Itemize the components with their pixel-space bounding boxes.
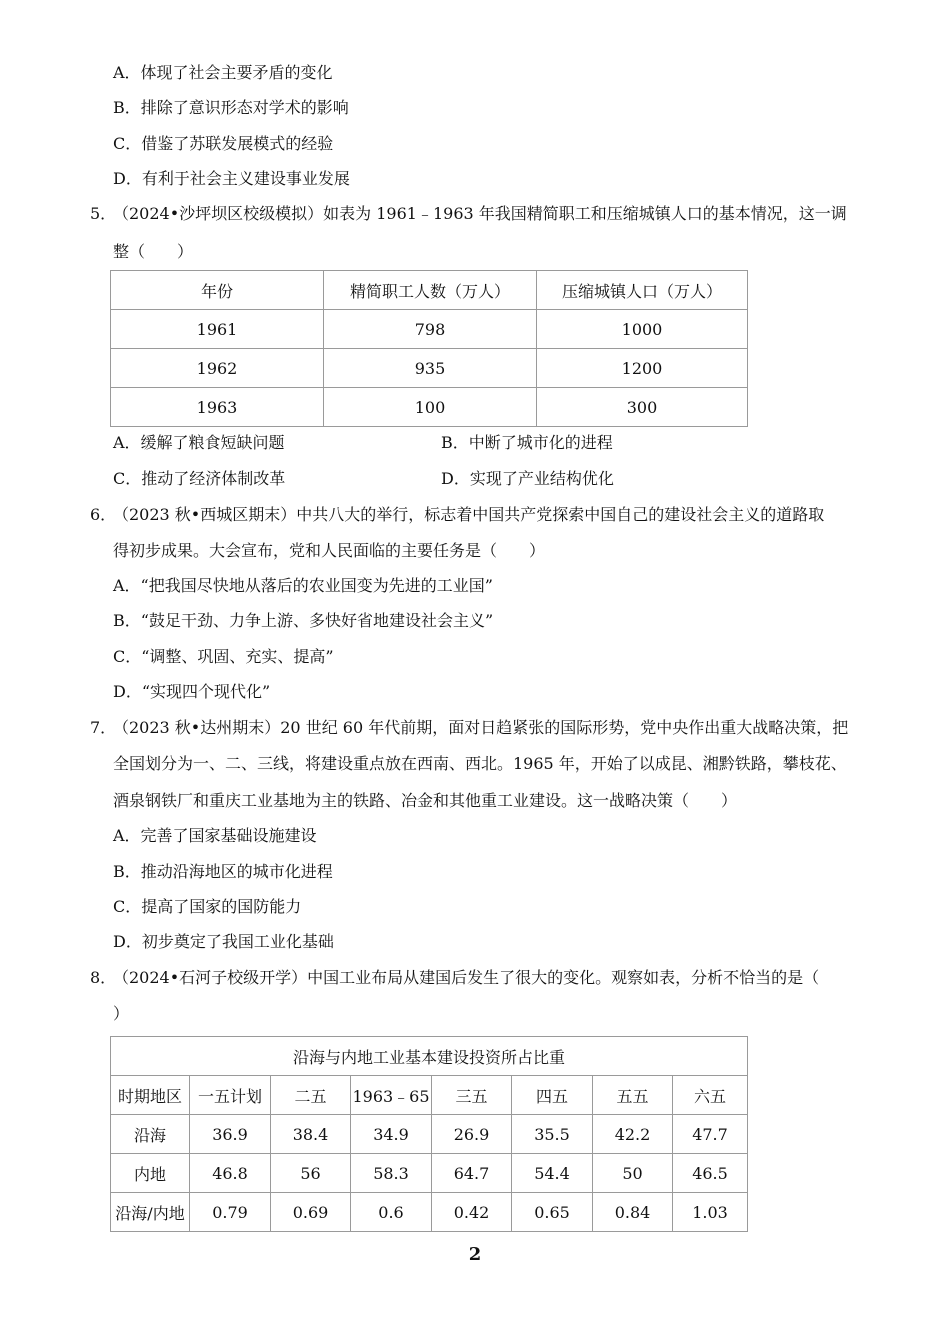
q4-option-c: C．借鉴了苏联发展模式的经验: [113, 134, 334, 153]
table-title: 沿海与内地工业基本建设投资所占比重: [111, 1037, 748, 1076]
table-header-cell: 五五: [593, 1076, 673, 1115]
table-cell: 沿海: [111, 1115, 190, 1154]
q4-option-a: A．体现了社会主要矛盾的变化: [113, 63, 333, 82]
table-cell: 26.9: [432, 1115, 512, 1154]
table-header-cell: 四五: [512, 1076, 593, 1115]
table-cell: 798: [324, 310, 537, 349]
table-header-cell: 精简职工人数（万人）: [324, 271, 537, 310]
q7-stem-line1: （2023 秋•达州期末）20 世纪 60 年代前期，面对日趋紧张的国际形势，党中央作出重大战略决策，把: [113, 718, 849, 737]
table-header-cell: 二五: [271, 1076, 351, 1115]
table-header-cell: 1963﹣65: [351, 1076, 432, 1115]
table-cell: 38.4: [271, 1115, 351, 1154]
table-cell: 64.7: [432, 1154, 512, 1193]
table-cell: 0.69: [271, 1193, 351, 1232]
table-header-cell: 时期地区: [111, 1076, 190, 1115]
q5-option-d: D．实现了产业结构优化: [441, 469, 614, 488]
q6-stem-line1: （2023 秋•西城区期末）中共八大的举行，标志着中国共产党探索中国自己的建设社会主义的道路取: [113, 505, 825, 524]
table-cell: 沿海/内地: [111, 1193, 190, 1232]
q6-option-d: D．“实现四个现代化”: [113, 682, 271, 701]
table-cell: 1962: [111, 349, 324, 388]
table-cell: 1.03: [673, 1193, 748, 1232]
table-header-cell: 年份: [111, 271, 324, 310]
table-title-row: [111, 1037, 748, 1076]
q5-option-a: A．缓解了粮食短缺问题: [113, 433, 285, 452]
q7-option-b: B．推动沿海地区的城市化进程: [113, 862, 333, 881]
q8-stem-line1: （2024•石河子校级开学）中国工业布局从建国后发生了很大的变化。观察如表，分析不恰当的是（: [113, 968, 820, 987]
table-cell: 42.2: [593, 1115, 673, 1154]
table-row: [111, 1115, 748, 1154]
table-cell: 46.5: [673, 1154, 748, 1193]
q5-option-b: B．中断了城市化的进程: [441, 433, 613, 452]
q6-number: 6．: [90, 505, 117, 524]
table-cell: 54.4: [512, 1154, 593, 1193]
q5-table: [110, 270, 748, 427]
table-cell: 0.65: [512, 1193, 593, 1232]
table-cell: 56: [271, 1154, 351, 1193]
q6-option-b: B．“鼓足干劲、力争上游、多快好省地建设社会主义”: [113, 611, 494, 630]
page-number: 2: [468, 1244, 482, 1265]
table-cell: 1961: [111, 310, 324, 349]
table-cell: 1200: [537, 349, 748, 388]
q6-option-c: C．“调整、巩固、充实、提高”: [113, 647, 334, 666]
table-cell: 300: [537, 388, 748, 427]
table-cell: 36.9: [190, 1115, 271, 1154]
table-cell: 0.6: [351, 1193, 432, 1232]
q6-option-a: A．“把我国尽快地从落后的农业国变为先进的工业国”: [113, 576, 493, 595]
table-row: [111, 349, 748, 388]
table-cell: 0.42: [432, 1193, 512, 1232]
table-cell: 46.8: [190, 1154, 271, 1193]
q7-stem-line2: 全国划分为一、二、三线，将建设重点放在西南、西北。1965 年，开始了以成昆、湘黔铁路，攀枝花、: [113, 754, 847, 773]
table-cell: 35.5: [512, 1115, 593, 1154]
q7-option-c: C．提高了国家的国防能力: [113, 897, 302, 916]
table-cell: 50: [593, 1154, 673, 1193]
table-cell: 58.3: [351, 1154, 432, 1193]
q7-option-d: D．初步奠定了我国工业化基础: [113, 932, 334, 951]
table-row: [111, 1154, 748, 1193]
table-cell: 1963: [111, 388, 324, 427]
q8-stem-line2: ）: [113, 1004, 130, 1023]
table-cell: 1000: [537, 310, 748, 349]
table-cell: 0.79: [190, 1193, 271, 1232]
table-header-cell: 三五: [432, 1076, 512, 1115]
table-cell: 0.84: [593, 1193, 673, 1232]
table-header-cell: 一五计划: [190, 1076, 271, 1115]
q5-option-c: C．推动了经济体制改革: [113, 469, 286, 488]
q5-number: 5．: [90, 204, 117, 223]
q4-option-d: D．有利于社会主义建设事业发展: [113, 169, 350, 188]
q8-table: [110, 1036, 748, 1232]
table-header-row: [111, 271, 748, 310]
q5-stem-line1: （2024•沙坪坝区校级模拟）如表为 1961﹣1963 年我国精简职工和压缩城镇人口的基本情况，这一调: [113, 204, 847, 223]
table-cell: 100: [324, 388, 537, 427]
table-header-cell: 压缩城镇人口（万人）: [537, 271, 748, 310]
q4-option-b: B．排除了意识形态对学术的影响: [113, 98, 349, 117]
table-cell: 47.7: [673, 1115, 748, 1154]
table-cell: 935: [324, 349, 537, 388]
table-cell: 内地: [111, 1154, 190, 1193]
table-row: [111, 310, 748, 349]
q8-number: 8．: [90, 968, 117, 987]
q7-stem-line3: 酒泉钢铁厂和重庆工业基地为主的铁路、冶金和其他重工业建设。这一战略决策（ ）: [113, 791, 738, 810]
table-header-cell: 六五: [673, 1076, 748, 1115]
q7-number: 7．: [90, 718, 117, 737]
q6-stem-line2: 得初步成果。大会宣布，党和人民面临的主要任务是（ ）: [113, 541, 546, 560]
q5-stem-line2: 整（ ）: [113, 242, 194, 261]
q7-option-a: A．完善了国家基础设施建设: [113, 826, 317, 845]
table-row: [111, 1193, 748, 1232]
table-cell: 34.9: [351, 1115, 432, 1154]
table-header-row: [111, 1076, 748, 1115]
table-row: [111, 388, 748, 427]
